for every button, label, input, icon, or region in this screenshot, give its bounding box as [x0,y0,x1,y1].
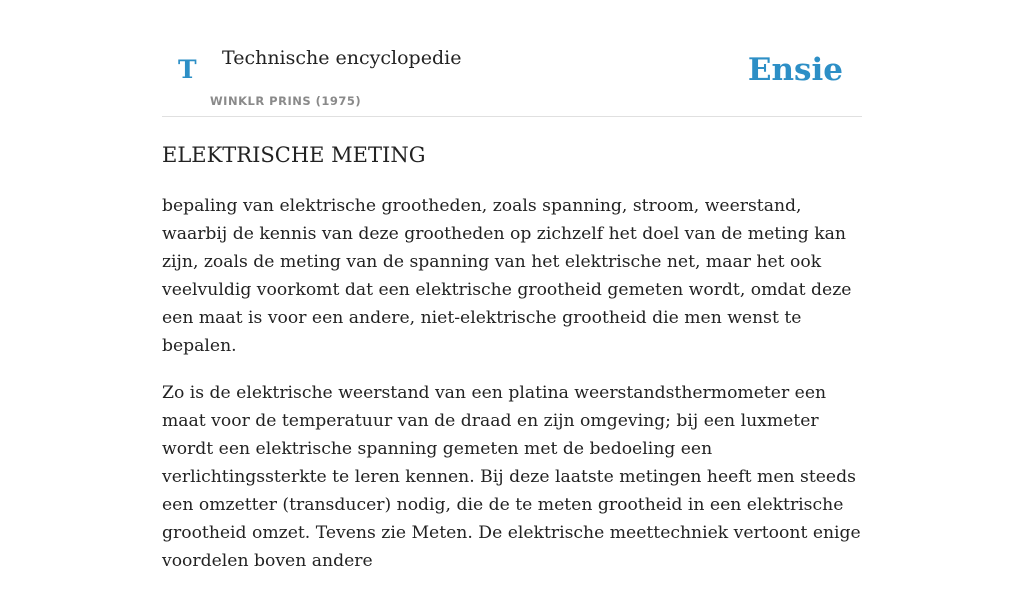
publication-title[interactable]: Technische encyclopedie [222,47,462,69]
paragraph: Zo is de elektrische weerstand van een platina weerstandsthermometer een maat voor de temperatuur van de draad en zijn omgeving; bij een luxmeter wordt een elektrische spanning gemeten met de bedoeling een verlichtingssterkte te leren kennen. Bij deze laatste metingen heeft men steeds een omzetter (transducer) nodig, die de te meten grootheid in een elektrische grootheid omzet. Tevens zie Meten. De elektrische meettechniek vertoont enige voordelen boven andere [162,383,861,571]
article-title: ELEKTRISCHE METING [162,143,426,167]
paragraph: bepaling van elektrische grootheden, zoals spanning, stroom, weerstand, waarbij de kennis van deze grootheden op zichzelf het doel van de meting kan zijn, zoals de meting van de spanning van het elektrische net, maar het ook veelvuldig voorkomt dat een elektrische grootheid gemeten wordt, omdat deze een maat is voor een andere, niet-elektrische grootheid die men wenst te bepalen. [162,196,852,356]
publication-logo[interactable]: T [178,55,197,84]
publication-subtitle: WINKLR PRINS (1975) [210,94,362,108]
brand-logo[interactable]: Ensie [747,52,843,88]
site-header [162,0,862,117]
article-body [162,192,862,594]
